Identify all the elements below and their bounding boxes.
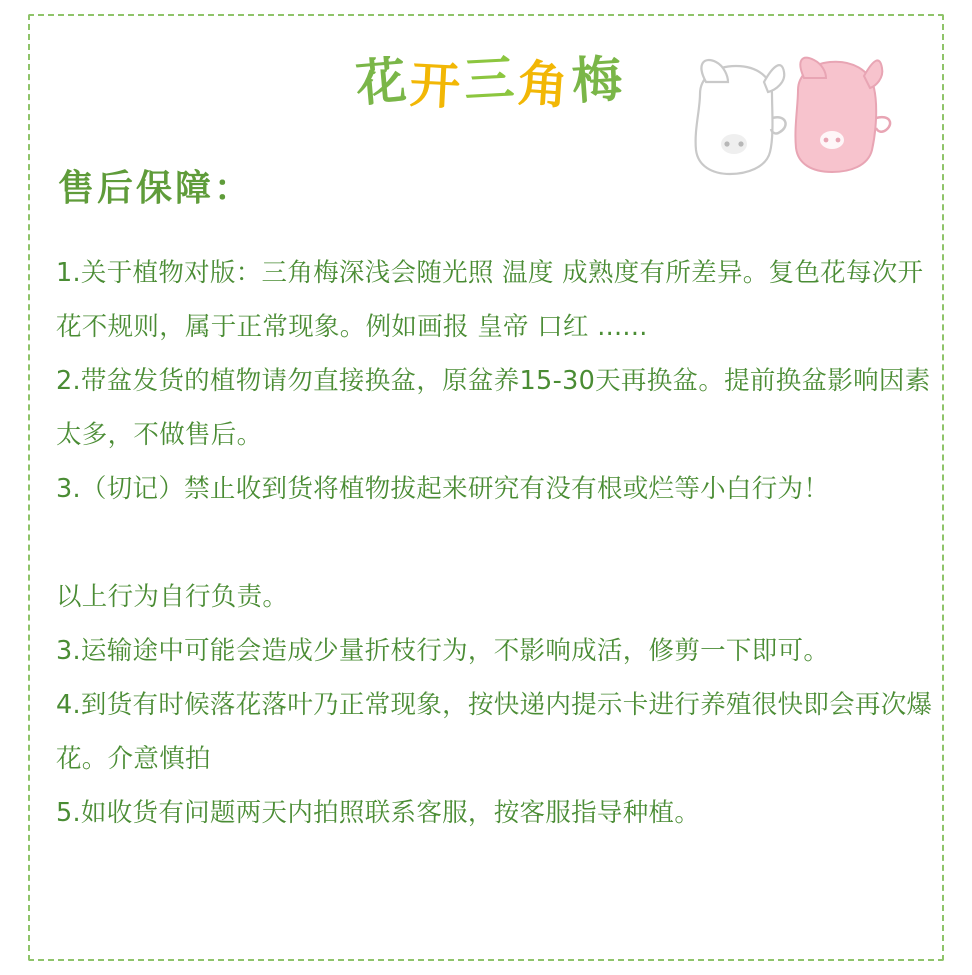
- paragraph-7: 5.如收货有问题两天内拍照联系客服，按客服指导种植。: [56, 798, 701, 828]
- title-char-3: 三: [462, 48, 520, 110]
- paragraph-2: 2.带盆发货的植物请勿直接换盆，原盆养15-30天再换盆。提前换盆影响因素太多，不做售后。: [56, 366, 931, 450]
- mascot-illustration-group: [680, 48, 900, 178]
- after-sales-content: [56, 246, 936, 840]
- white-dog-icon: [696, 60, 786, 174]
- title-char-4: 角: [516, 54, 574, 116]
- pink-pig-icon: [795, 58, 890, 172]
- paragraph-6: 4.到货有时候落花落叶乃正常现象，按快递内提示卡进行养殖很快即会再次爆花。介意慎拍: [56, 690, 933, 774]
- title-char-5: 梅: [570, 49, 628, 111]
- paragraph-3: 3.（切记）禁止收到货将植物拔起来研究有没有根或烂等小白行为！: [56, 474, 830, 504]
- paragraph-5: 3.运输途中可能会造成少量折枝行为，不影响成活，修剪一下即可。: [56, 636, 830, 666]
- poster-title: [346, 48, 628, 117]
- paragraph-4: 以上行为自行负责。: [56, 582, 289, 612]
- paragraph-1: 1.关于植物对版：三角梅深浅会随光照 温度 成熟度有所差异。复色花每次开花不规则，属于正常现象。例如画报 皇帝 口红 ......: [56, 258, 924, 342]
- paragraph-spacer: [56, 516, 936, 570]
- title-char-1: 花: [353, 50, 413, 114]
- section-heading: 售后保障：: [58, 168, 254, 209]
- title-char-2: 开: [408, 55, 466, 117]
